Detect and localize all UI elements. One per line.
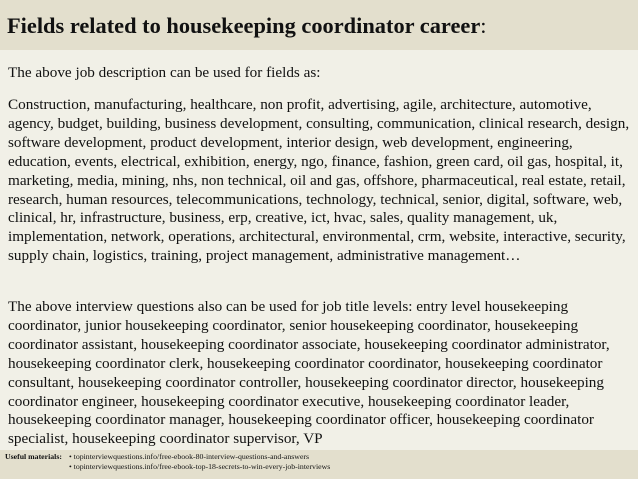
footer-label: Useful materials: bbox=[5, 452, 62, 461]
title-bar bbox=[0, 0, 638, 50]
fields-paragraph: Construction, manufacturing, healthcare, non profit, advertising, agile, architecture, automotive, agency, budget, building, business development, consulting, communication, clinical research, design, software development, product development, interior design, web development, engineering, education, events, electrical, exhibition, energy, ngo, finance, fashion, green card, oil gas, hospital, it, marketing, media, mining, nhs, non technical, oil and gas, offshore, pharmaceutical, real estate, retail, research, human resources, telecommunications, technology, technical, senior, digital, software, web, clinical, hr, infrastructure, business, erp, creative, ict, hvac, sales, quality management, uk, implementation, network, operations, architectural, environmental, crm, website, interactive, security, supply chain, logistics, training, project management, administrative management… bbox=[8, 96, 630, 265]
page-title-colon: : bbox=[480, 13, 487, 38]
footer-bar bbox=[0, 450, 638, 479]
intro-text: The above job description can be used for fields as: bbox=[8, 64, 321, 81]
job-levels-paragraph: The above interview questions also can be used for job title levels: entry level housekeeping coordinator, junior housekeeping coordinator, senior housekeeping coordinator, housekeeping coordinator assistant, housekeeping coordinator associate, housekeeping coordinator administrator, housekeeping coordinator clerk, housekeeping coordinator coordinator, housekeeping coordinator consultant, housekeeping coordinator controller, housekeeping coordinator director, housekeeping coordinator engineer, housekeeping coordinator executive, housekeeping coordinator leader, housekeeping coordinator manager, housekeeping coordinator officer, housekeeping coordinator specialist, housekeeping coordinator supervisor, VP bbox=[8, 298, 610, 448]
page-title bbox=[7, 13, 487, 39]
footer-link-ebook-80-questions[interactable]: • topinterviewquestions.info/free-ebook-80-interview-questions-and-answers bbox=[69, 452, 310, 461]
footer-link-ebook-18-secrets[interactable]: • topinterviewquestions.info/free-ebook-top-18-secrets-to-win-every-job-interviews bbox=[69, 462, 331, 471]
page-title-text: Fields related to housekeeping coordinator career bbox=[7, 13, 481, 38]
